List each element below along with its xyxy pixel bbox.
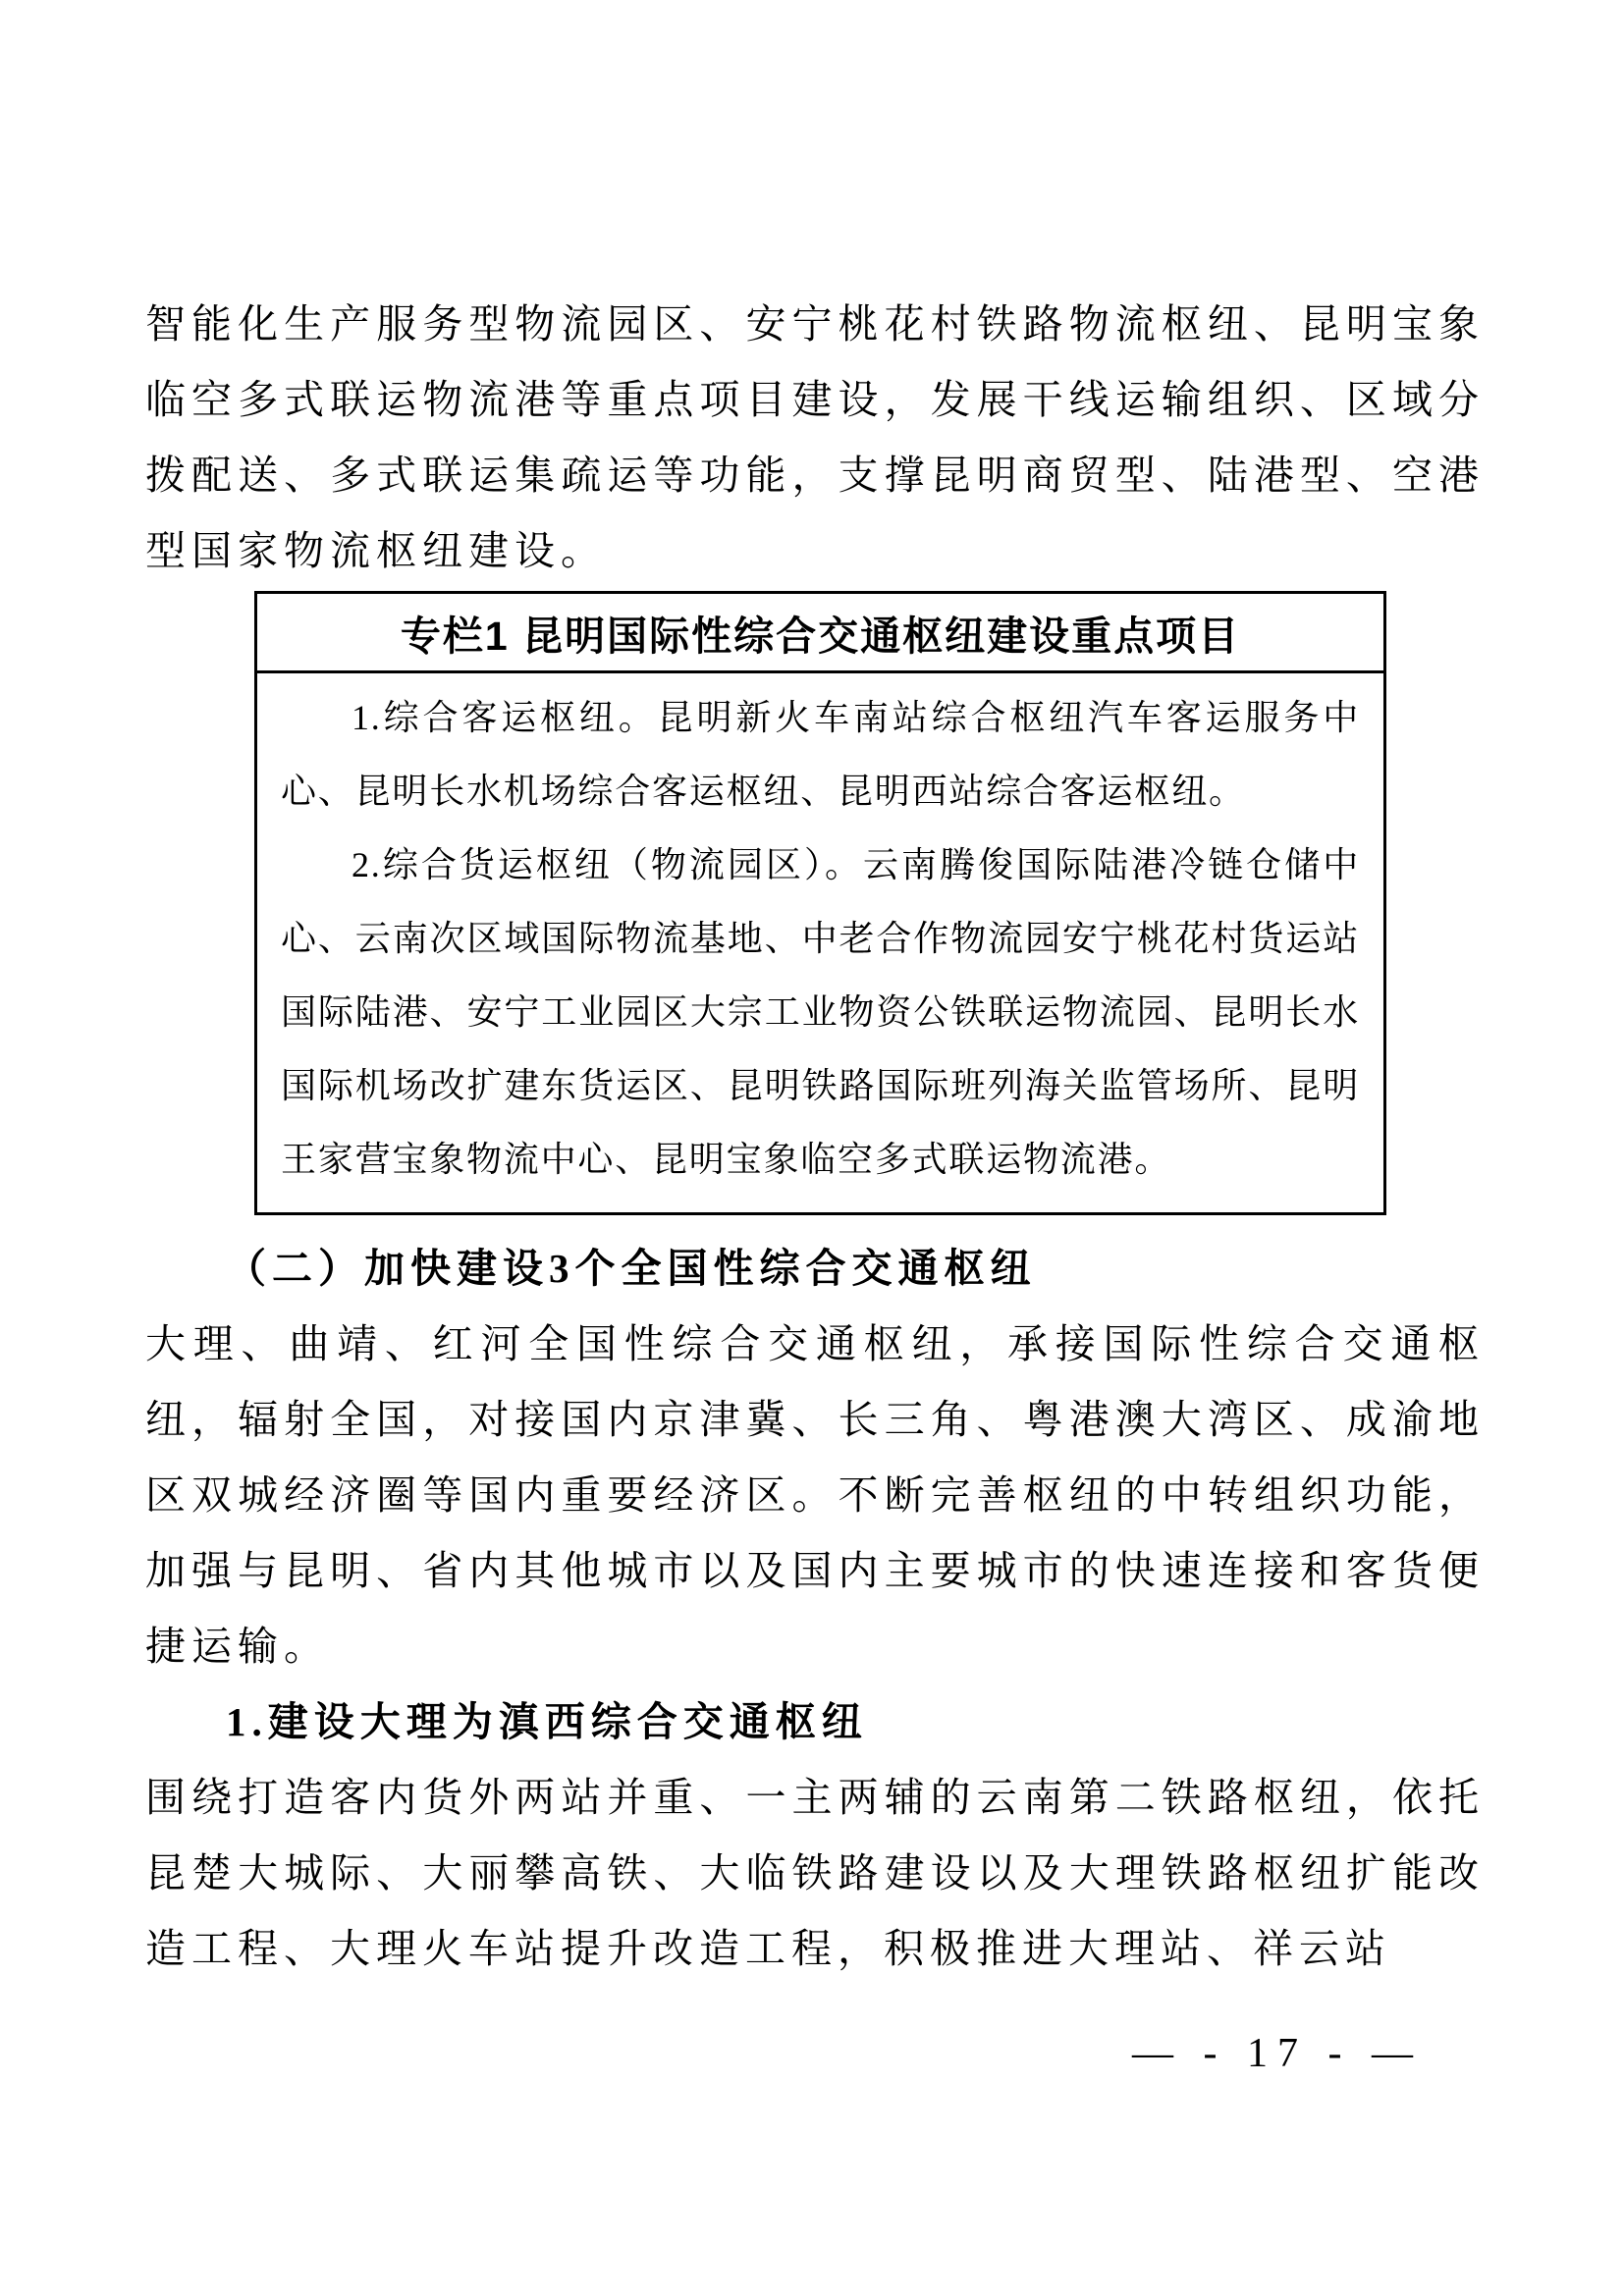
subsection-paragraph: 围绕打造客内货外两站并重、一主两辅的云南第二铁路枢纽，依托昆楚大城际、大丽攀高铁、大临铁路建设以及大理铁路枢纽扩能改造工程、大理火车站提升改造工程，积极推进大理站、祥云站 — [145, 1775, 1485, 1971]
subsection-heading: 1.建设大理为滇西综合交通枢纽 — [226, 1699, 868, 1744]
opening-paragraph: 智能化生产服务型物流园区、安宁桃花村铁路物流枢纽、昆明宝象临空多式联运物流港等重点项目建设，发展干线运输组织、区域分拨配送、多式联运集疏运等功能，支撑昆明商贸型、陆港型、空港型国家物流枢纽建设。 — [145, 301, 1485, 573]
section-heading: （二）加快建设3个全国性综合交通枢纽 — [226, 1246, 1037, 1291]
box-paragraph-freight-hubs: 2.综合货运枢纽（物流园区）。云南腾俊国际陆港冷链仓储中心、云南次区域国际物流基地、中老合作物流园安宁桃花村货运站国际陆港、安宁工业园区大宗工业物资公铁联运物流园、昆明长水国际机场改扩建东货运区、昆明铁路国际班列海关监管场所、昆明王家营宝象物流中心、昆明宝象临空多式联运物流港。 — [281, 845, 1360, 1179]
page-number: — - 17 - — — [1132, 2031, 1423, 2076]
section-paragraph: 大理、曲靖、红河全国性综合交通枢纽，承接国际性综合交通枢纽，辐射全国，对接国内京津冀、长三角、粤港澳大湾区、成渝地区双城经济圈等国内重要经济区。不断完善枢纽的中转组织功能，加强与昆明、省内其他城市以及国内主要城市的快速连接和客货便捷运输。 — [145, 1321, 1485, 1669]
column-box — [254, 591, 1386, 1215]
document-body — [145, 287, 1485, 1987]
box-paragraph-passenger-hubs: 1.综合客运枢纽。昆明新火车南站综合枢纽汽车客运服务中心、昆明长水机场综合客运枢纽、昆明西站综合客运枢纽。 — [281, 698, 1360, 811]
column-box-body — [257, 673, 1383, 1212]
column-box-title: 专栏1 昆明国际性综合交通枢纽建设重点项目 — [257, 594, 1383, 673]
